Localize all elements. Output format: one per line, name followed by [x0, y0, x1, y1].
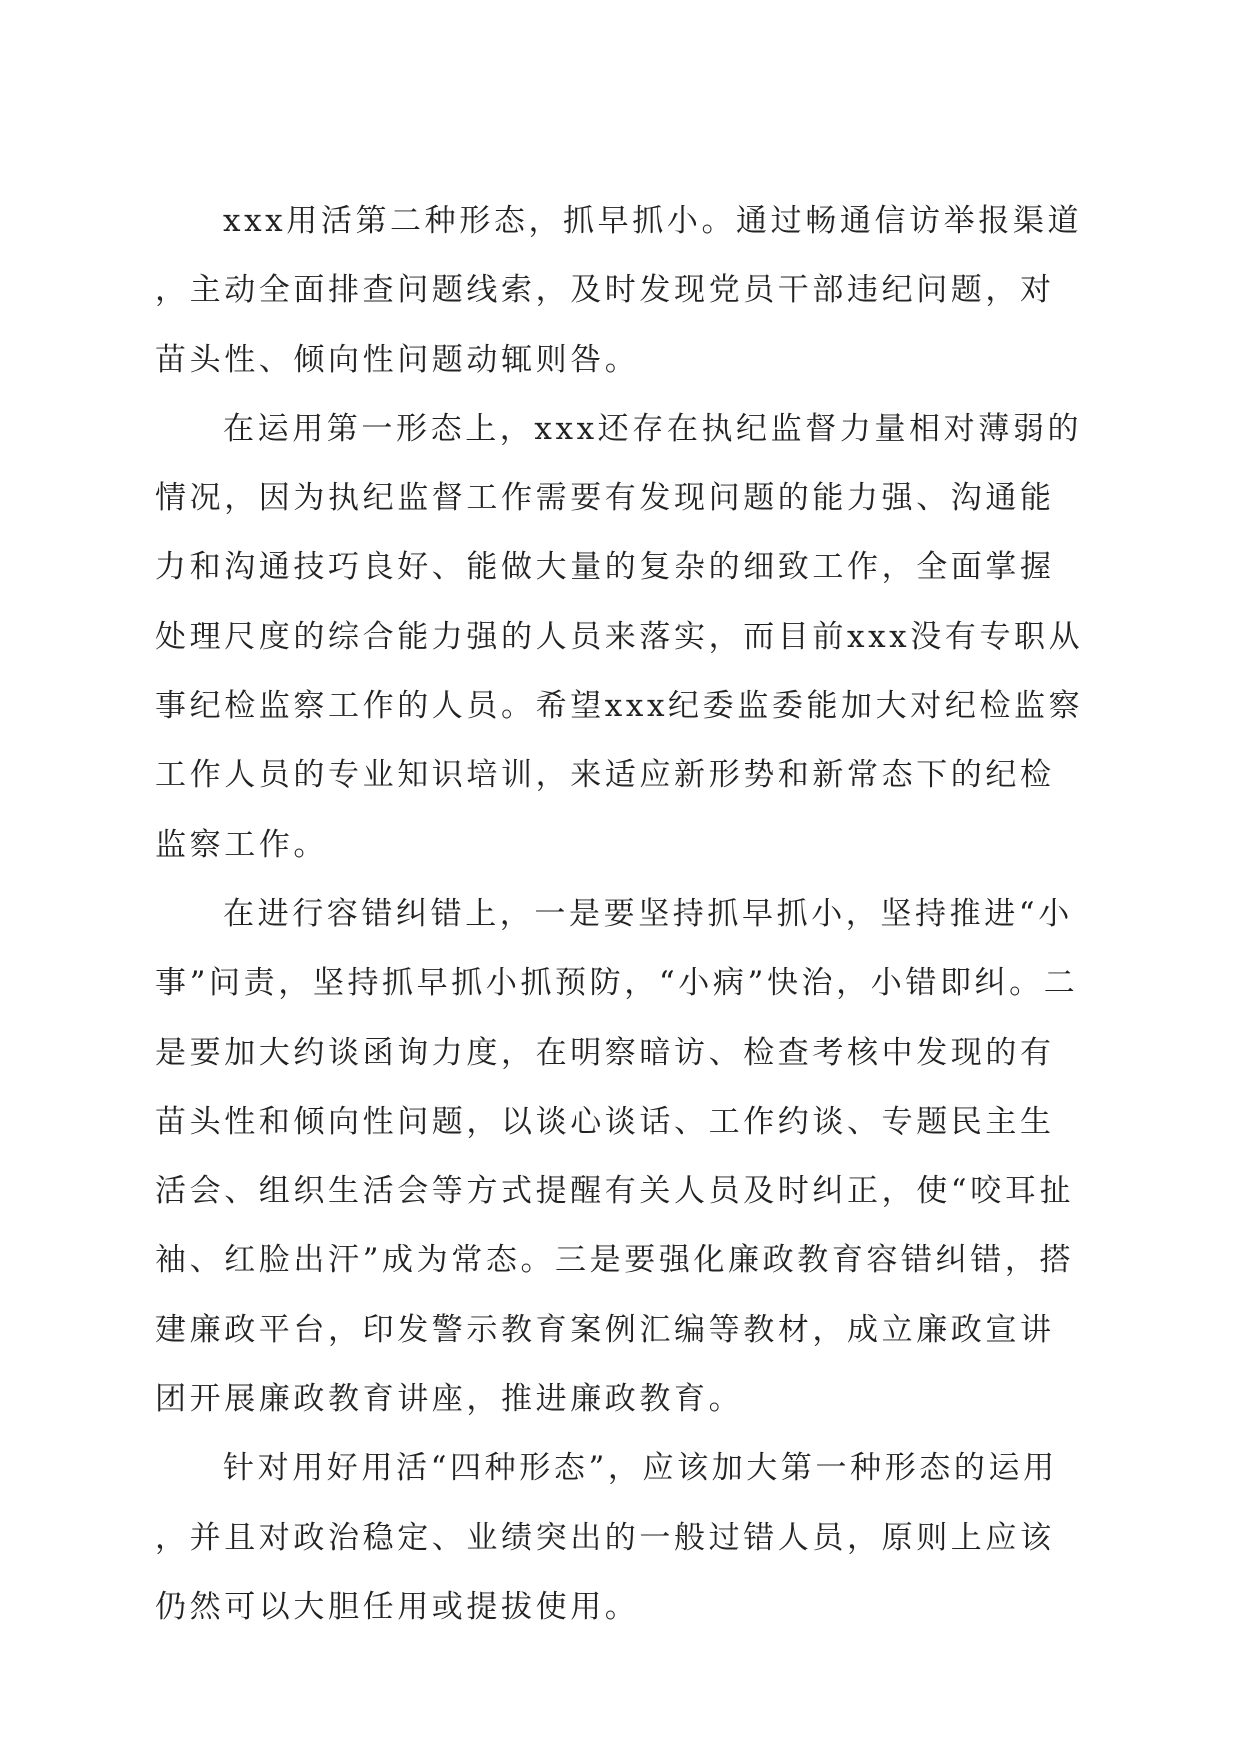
document-body: [155, 187, 1085, 1642]
paragraph-2: 在运用第一形态上，xxx还存在执纪监督力量相对薄弱的情况，因为执纪监督工作需要有发现问题的能力强、沟通能力和沟通技巧良好、能做大量的复杂的细致工作，全面掌握处理尺度的综合能力强的人员来落实，而目前xxx没有专职从事纪检监察工作的人员。希望xxx纪委监委能加大对纪检监察工作人员的专业知识培训，来适应新形势和新常态下的纪检监察工作。: [155, 410, 1084, 863]
paragraph-4: 针对用好用活“四种形态”，应该加大第一种形态的运用，并且对政治稳定、业绩突出的一般过错人员，原则上应该仍然可以大胆任用或提拔使用。: [155, 1450, 1058, 1625]
paragraph-1: xxx用活第二种形态，抓早抓小。通过畅通信访举报渠道，主动全面排查问题线索，及时发现党员干部违纪问题，对苗头性、倾向性问题动辄则咎。: [155, 203, 1083, 378]
paragraph-3: 在进行容错纠错上，一是要坚持抓早抓小，坚持推进“小事”问责，坚持抓早抓小抓预防，“小病”快治，小错即纠。二是要加大约谈函询力度，在明察暗访、检查考核中发现的有苗头性和倾向性问题，以谈心谈话、工作约谈、专题民主生活会、组织生活会等方式提醒有关人员及时纠正，使“咬耳扯袖、红脸出汗”成为常态。三是要强化廉政教育容错纠错，搭建廉政平台，印发警示教育案例汇编等教材，成立廉政宣讲团开展廉政教育讲座，推进廉政教育。: [155, 895, 1079, 1418]
